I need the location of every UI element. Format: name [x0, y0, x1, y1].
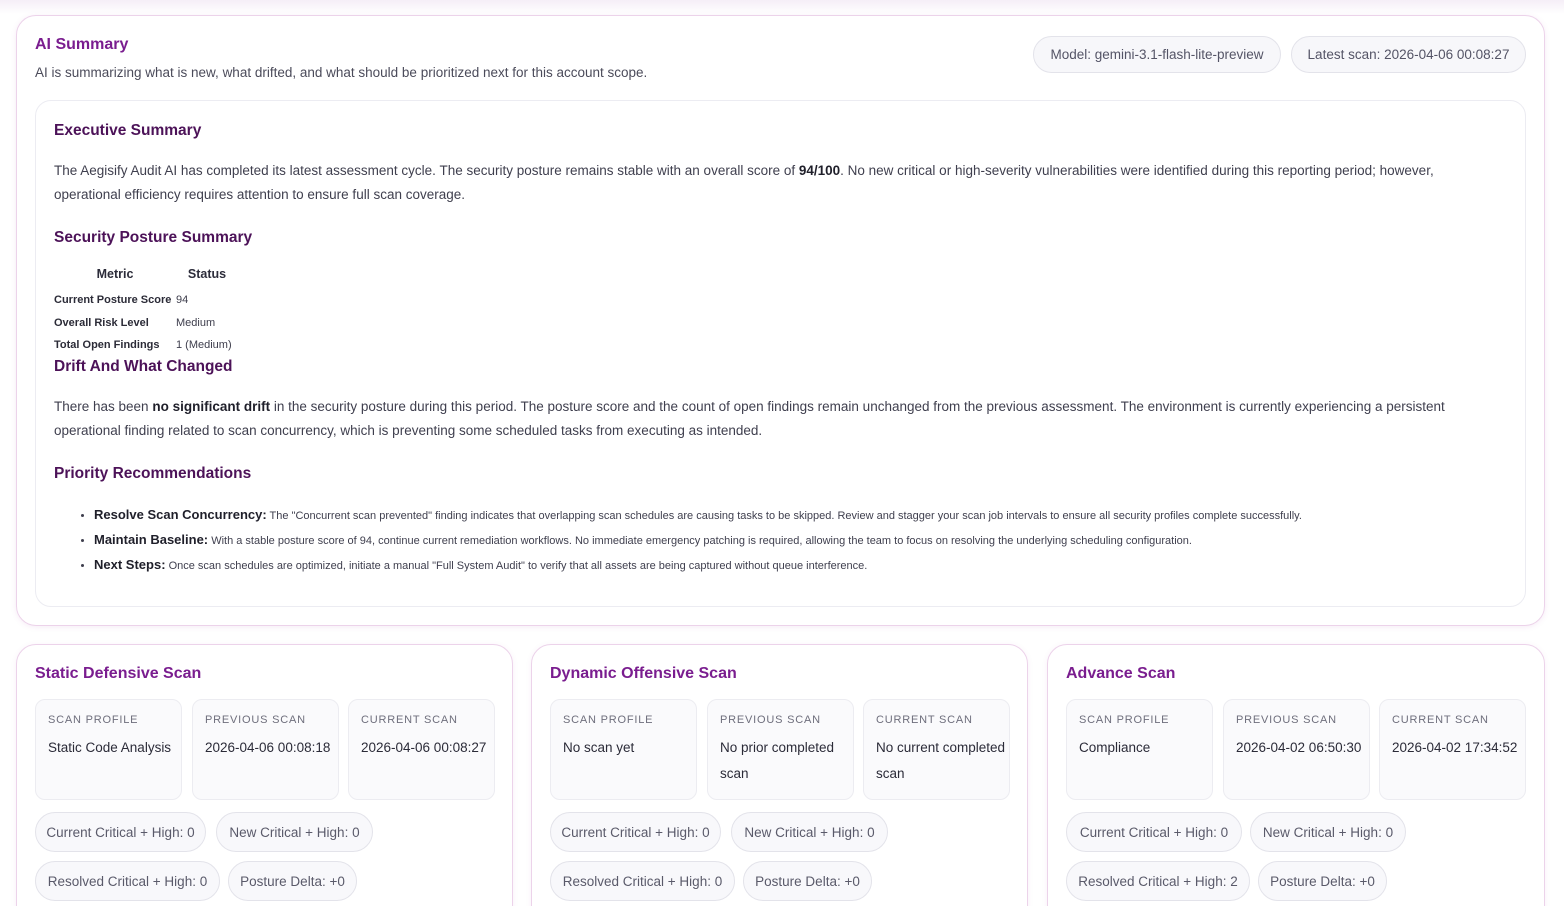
current-critical-high-chip: Current Critical + High: 0	[550, 812, 721, 852]
scan-profile-label: SCAN PROFILE	[563, 714, 654, 726]
list-item: • Maintain Baseline: With a stable posture score of 94, continue current remediation workflows. No immediate emergency patching is required, allowing the team to focus on resolving the underlying scheduling configuration.	[94, 528, 1514, 553]
ai-summary-card	[16, 15, 1545, 626]
scan-profile-value: Compliance	[1079, 740, 1151, 755]
advance-scan-card	[1047, 644, 1545, 906]
list-item: • Next Steps: Once scan schedules are optimized, initiate a manual "Full System Audit" to verify that all assets are being captured without queue interference.	[94, 553, 1514, 578]
current-scan-label: CURRENT SCAN	[876, 714, 973, 726]
scan-profile-box	[1066, 699, 1213, 800]
previous-scan-box	[707, 699, 854, 800]
previous-scan-label: PREVIOUS SCAN	[720, 714, 821, 726]
current-scan-box	[1379, 699, 1526, 800]
status-cell: 1 (Medium)	[176, 339, 232, 352]
scan-profile-value: Static Code Analysis	[48, 740, 172, 755]
executive-summary-heading: Executive Summary	[54, 122, 202, 139]
metric-cell: Total Open Findings	[54, 339, 160, 352]
current-scan-value: No current completed scan	[876, 740, 1006, 781]
current-critical-high-chip: Current Critical + High: 0	[1066, 812, 1242, 852]
scan-profile-box	[35, 699, 182, 800]
new-critical-high-chip: New Critical + High: 0	[731, 812, 888, 852]
status-cell: Medium	[176, 316, 216, 329]
summary-content	[35, 100, 1526, 607]
scan-title: Static Defensive Scan	[35, 665, 202, 682]
posture-table	[54, 265, 238, 357]
posture-delta-chip: Posture Delta: +0	[228, 861, 357, 901]
recommendations-list	[94, 503, 1514, 578]
posture-score-bold: 94/100	[798, 163, 841, 178]
resolved-critical-high-chip: Resolved Critical + High: 0	[550, 861, 735, 901]
current-scan-box	[863, 699, 1010, 800]
drift-bold: no significant drift	[152, 399, 271, 414]
drift-text: There has been no significant drift in the security posture during this period. The posture score and the count of open findings remain unchanged from the previous assessment. The environment is currently experiencing a persistent operational finding related to scan concurrency, which is preventing some scheduled tasks from executing as intended.	[54, 399, 1445, 438]
list-item: • Resolve Scan Concurrency: The "Concurrent scan prevented" finding indicates that overlapping scan schedules are causing tasks to be skipped. Review and stagger your scan job intervals to ensure all security profiles complete successfully.	[94, 503, 1514, 528]
status-column-header: Status	[187, 267, 227, 281]
current-scan-value: 2026-04-02 17:34:52	[1392, 740, 1518, 755]
new-critical-high-chip: New Critical + High: 0	[1250, 812, 1406, 852]
metric-cell: Current Posture Score	[54, 294, 172, 307]
current-scan-box	[348, 699, 495, 800]
previous-scan-box	[192, 699, 339, 800]
table-row	[54, 289, 238, 312]
previous-scan-label: PREVIOUS SCAN	[1236, 714, 1337, 726]
current-scan-label: CURRENT SCAN	[1392, 714, 1489, 726]
resolved-critical-high-chip: Resolved Critical + High: 2	[1066, 861, 1250, 901]
table-row	[54, 312, 238, 335]
status-cell: 94	[176, 294, 189, 307]
new-critical-high-chip: New Critical + High: 0	[216, 812, 373, 852]
metric-column-header: Metric	[96, 267, 134, 281]
current-scan-label: CURRENT SCAN	[361, 714, 458, 726]
posture-delta-chip: Posture Delta: +0	[743, 861, 872, 901]
previous-scan-value: 2026-04-02 06:50:30	[1236, 740, 1362, 755]
previous-scan-box	[1223, 699, 1370, 800]
executive-summary-text: The Aegisify Audit AI has completed its latest assessment cycle. The security posture remains stable with an overall score of 94/100. No new critical or high-severity vulnerabilities were identified during this reporting period; however, operational efficiency requires attention to ensure full scan coverage.	[54, 163, 1434, 202]
table-row	[54, 334, 238, 357]
scan-title: Dynamic Offensive Scan	[550, 665, 737, 682]
current-scan-value: 2026-04-06 00:08:27	[361, 740, 487, 755]
top-fade	[0, 0, 1564, 14]
ai-summary-subtitle: AI is summarizing what is new, what drifted, and what should be prioritized next for this account scope.	[35, 65, 648, 80]
dynamic-offensive-scan-card	[531, 644, 1028, 906]
latest-scan-badge: Latest scan: 2026-04-06 00:08:27	[1291, 36, 1526, 73]
previous-scan-value: 2026-04-06 00:08:18	[205, 740, 331, 755]
posture-summary-heading: Security Posture Summary	[54, 229, 253, 246]
scan-profile-value: No scan yet	[563, 740, 635, 755]
drift-heading: Drift And What Changed	[54, 358, 233, 375]
resolved-critical-high-chip: Resolved Critical + High: 0	[35, 861, 220, 901]
recommendations-heading: Priority Recommendations	[54, 465, 252, 482]
static-defensive-scan-card	[16, 644, 513, 906]
model-badge: Model: gemini-3.1-flash-lite-preview	[1033, 36, 1281, 73]
previous-scan-label: PREVIOUS SCAN	[205, 714, 306, 726]
previous-scan-value: No prior completed scan	[720, 740, 835, 781]
scan-profile-label: SCAN PROFILE	[1079, 714, 1170, 726]
scan-profile-box	[550, 699, 697, 800]
scan-profile-label: SCAN PROFILE	[48, 714, 139, 726]
metric-cell: Overall Risk Level	[54, 316, 149, 329]
posture-delta-chip: Posture Delta: +0	[1258, 861, 1387, 901]
current-critical-high-chip: Current Critical + High: 0	[35, 812, 206, 852]
ai-summary-title: AI Summary	[35, 36, 129, 53]
scan-title: Advance Scan	[1066, 665, 1176, 682]
